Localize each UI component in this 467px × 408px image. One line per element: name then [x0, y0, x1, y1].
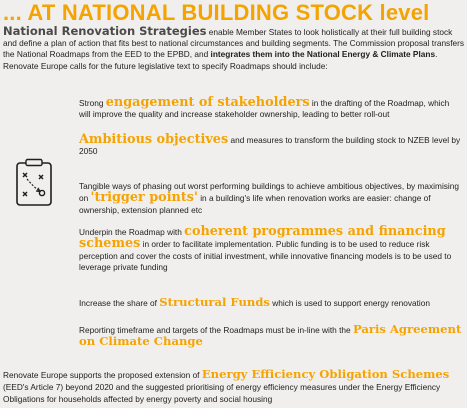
list-item-paris-agreement	[79, 324, 463, 349]
item-highlight: Ambitious objectives	[79, 132, 229, 147]
intro-text-2: . Renovate Europe calls for the future legislative text to specify Roadmaps should include:	[3, 49, 438, 71]
list-item-stakeholders	[79, 97, 463, 121]
list-item-trigger-points	[79, 181, 463, 216]
intro-text-1: enable Member States to look holistically at their full building stock and define a plan of action that fits best to national circumstances and building segments. The Commission proposal transfers the National Roadmaps from the EED to the EPBD, and	[3, 27, 465, 60]
item-highlight: engagement of stakeholders	[105, 95, 310, 110]
clipboard-strategy-icon	[12, 158, 56, 208]
list-item-objectives	[79, 134, 463, 158]
intro-bold: integrates them into the National Energy & Climate Plans	[210, 49, 436, 60]
item-pre: Strong	[79, 98, 106, 108]
intro-lead: National Renovation Strategies	[3, 24, 207, 38]
item-highlight: Structural Funds	[159, 295, 270, 309]
item-pre: Reporting timeframe and targets of the Roadmaps must be in-line with the	[79, 325, 353, 335]
item-post: in a building's life when renovation works are easier: change of ownership, extension planned etc	[79, 193, 431, 215]
page-title: ... AT NATIONAL BUILDING STOCK level	[3, 0, 430, 25]
item-post: in order to facilitate implementation. Public funding is to be used to reduce risk perception and cover the costs of initial investment, while innovative financing models is to be used to leverage private funding	[79, 239, 452, 273]
footer-pre: Renovate Europe supports the proposed extension of	[3, 370, 202, 380]
list-item-structural-funds	[79, 297, 463, 309]
item-post: which is used to support energy renovation	[269, 298, 431, 308]
item-pre: Tangible ways of phasing out worst performing buildings to achieve ambitious objectives, by maximising on	[79, 181, 460, 204]
item-highlight: coherent programmes and financing schemes	[79, 224, 446, 252]
item-pre: Underpin the Roadmap with	[79, 227, 185, 237]
footer-paragraph	[3, 368, 465, 405]
list-item-financing	[79, 226, 463, 274]
item-highlight: Paris Agreement on Climate Change	[79, 322, 462, 349]
item-highlight: 'trigger points'	[90, 190, 198, 206]
footer-post: (EED's Article 7) beyond 2020 and the suggested prioritising of energy efficiency measures under the Energy Efficiency Obligations for households affected by energy poverty and social housing	[3, 382, 441, 404]
intro-paragraph	[3, 26, 465, 72]
item-pre: Increase the share of	[79, 298, 160, 308]
item-post: in the drafting of the Roadmap, which will improve the quality and increase stakeholder ownership, leading to better roll-out	[79, 98, 450, 120]
item-post: and measures to transform the building stock to NZEB level by 2050	[79, 135, 461, 157]
footer-highlight: Energy Efficiency Obligation Schemes	[201, 367, 450, 381]
